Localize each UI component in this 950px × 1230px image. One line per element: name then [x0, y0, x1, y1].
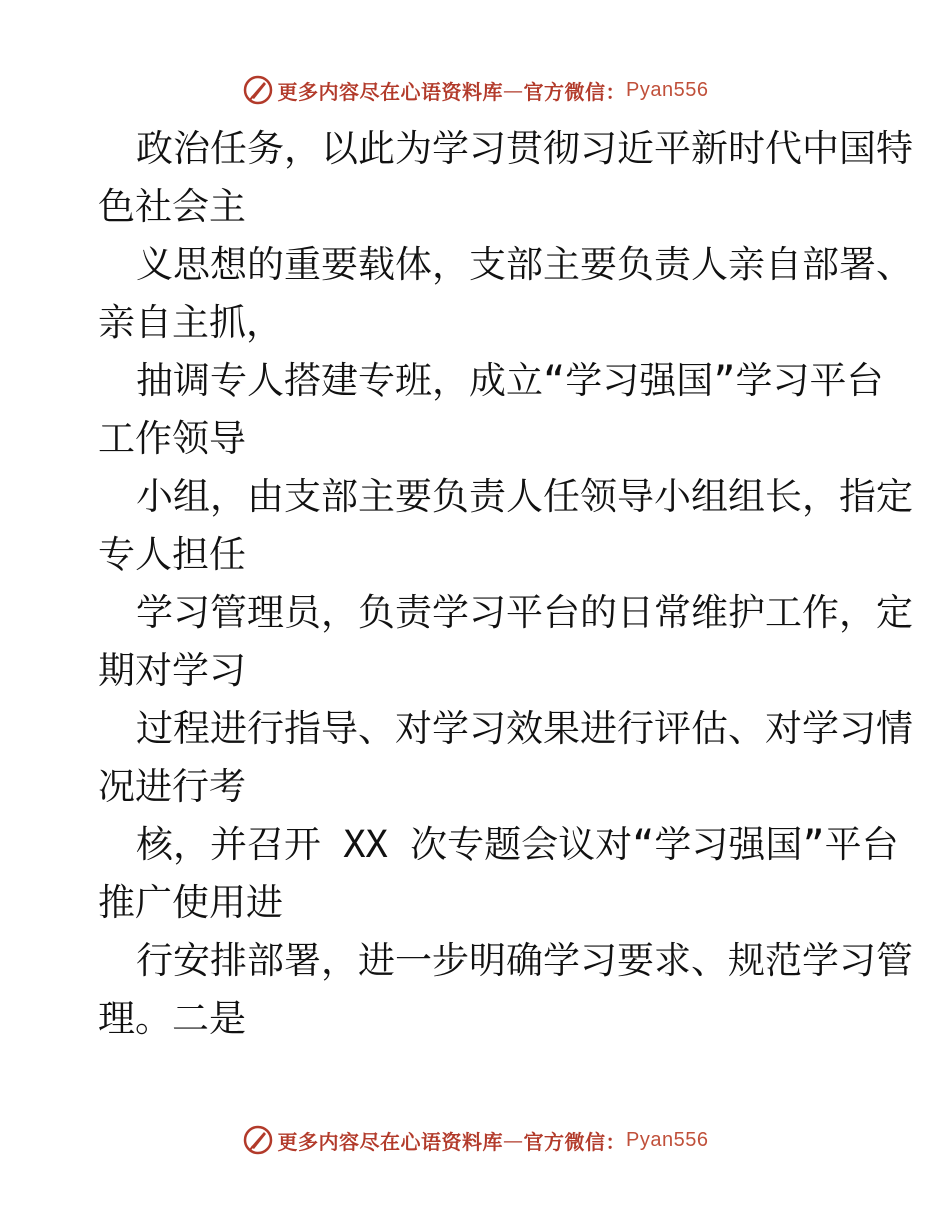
text-line: 推广使用进	[98, 881, 283, 924]
footer-banner	[0, 1120, 950, 1160]
text-line: 政治任务，以此为学习贯彻习近平新时代中国特	[136, 127, 913, 170]
text-line: 抽调专人搭建专班，成立“学习强国”学习平台	[136, 359, 884, 402]
footer-wechat-label: 官方微信：	[523, 1129, 627, 1154]
text-line: 况进行考	[98, 765, 246, 808]
footer-separator: —	[503, 1128, 524, 1152]
text-line: 学习管理员，负责学习平台的日常维护工作，定	[136, 591, 913, 634]
text-line: 小组，由支部主要负责人任领导小组组长，指定	[136, 475, 913, 518]
quill-logo-icon	[242, 74, 274, 106]
text-line: 行安排部署，进一步明确学习要求、规范学习管	[136, 939, 913, 982]
quill-logo-icon	[242, 1124, 274, 1156]
text-line: 期对学习	[98, 649, 246, 692]
text-line: 色社会主	[98, 185, 246, 228]
text-line: 工作领导	[98, 417, 246, 460]
text-line: 义思想的重要载体，支部主要负责人亲自部署、	[136, 243, 913, 286]
text-line: 亲自主抓，	[98, 301, 283, 344]
footer-brand-text: 更多内容尽在心语资料库	[277, 1129, 504, 1154]
footer-wechat-id: Pyan556	[626, 1128, 709, 1151]
header-wechat-id: Pyan556	[626, 78, 709, 101]
text-line: 专人担任	[98, 533, 246, 576]
text-line: 核，并召开 XX 次专题会议对“学习强国”平台	[136, 823, 899, 866]
header-banner	[0, 70, 950, 110]
text-line: 过程进行指导、对学习效果进行评估、对学习情	[136, 707, 913, 750]
header-brand-text: 更多内容尽在心语资料库	[277, 79, 504, 104]
text-line: 理。二是	[98, 997, 246, 1040]
header-separator: —	[503, 78, 524, 102]
header-wechat-label: 官方微信：	[523, 79, 627, 104]
body-text	[98, 120, 913, 1048]
